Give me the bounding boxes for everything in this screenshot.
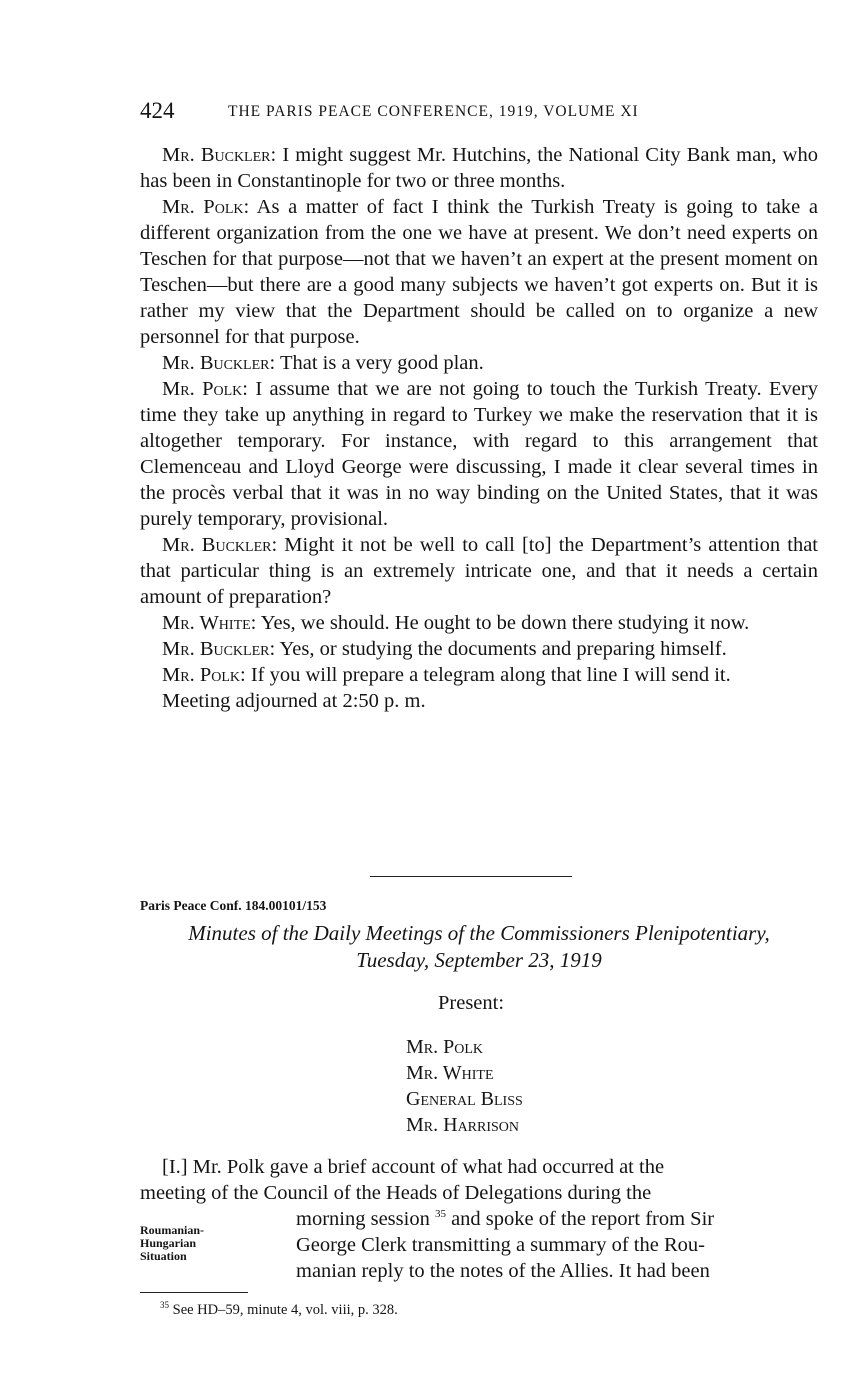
running-title: THE PARIS PEACE CONFERENCE, 1919, VOLUME XI — [228, 103, 639, 120]
speaker-name: Mr. Polk — [162, 664, 240, 686]
speech-text: : I might suggest Mr. Hutchins, the National City Bank man, who has been in Constantinople for two or three months. — [140, 144, 818, 192]
paragraph-line: George Clerk transmitting a summary of the Rou- — [296, 1234, 705, 1256]
footnote — [160, 1302, 398, 1319]
minutes-date-line: Tuesday, September 23, 1919 — [356, 948, 602, 972]
margin-note-line: Roumanian- — [140, 1223, 205, 1237]
speaker-name: Mr. Buckler — [162, 638, 270, 660]
adjournment-line — [140, 688, 818, 714]
paragraph-text: morning session — [296, 1208, 430, 1230]
margin-note-line: Hungarian — [140, 1236, 197, 1250]
footnote-text: See HD–59, minute 4, vol. viii, p. 328. — [169, 1302, 398, 1318]
attendee-list — [406, 1034, 523, 1138]
speaker-name: Mr. Buckler — [162, 144, 271, 166]
speaker-name: Mr. White — [162, 612, 251, 634]
dialogue-paragraph — [140, 142, 818, 194]
minutes-title-line: Minutes of the Daily Meetings of the Commissioners Plenipotentiary, — [188, 921, 770, 945]
attendee: Mr. Polk — [406, 1036, 484, 1058]
attendee: General Bliss — [406, 1088, 523, 1110]
speaker-name: Mr. Buckler — [162, 352, 270, 374]
footnote-mark: 35 — [434, 1208, 446, 1221]
paragraph-line: manian reply to the notes of the Allies. It had been — [296, 1260, 710, 1282]
footnote-number: 35 — [160, 1300, 169, 1311]
attendee: Mr. Harrison — [406, 1114, 520, 1136]
dialogue-paragraph — [140, 610, 818, 636]
speech-text: : Yes, or studying the documents and preparing himself. — [269, 638, 727, 660]
dialogue-paragraph — [140, 636, 818, 662]
section-paragraph — [140, 1154, 818, 1284]
speech-text: : That is a very good plan. — [269, 352, 484, 374]
speaker-name: Mr. Polk — [162, 196, 244, 218]
page-number: 424 — [140, 98, 175, 123]
paragraph-line: [I.] Mr. Polk gave a brief account of what had occurred at the — [162, 1156, 665, 1178]
dialogue-paragraph — [140, 376, 818, 532]
attendee: Mr. White — [406, 1062, 494, 1084]
minutes-title — [140, 920, 818, 974]
speaker-name: Mr. Buckler — [162, 534, 272, 556]
present-label: Present: — [438, 992, 505, 1014]
dialogue-body — [140, 142, 818, 714]
margin-note-line: Situation — [140, 1249, 187, 1263]
speech-text: Meeting adjourned at 2:50 p. m. — [162, 690, 426, 712]
file-reference: Paris Peace Conf. 184.00101/153 — [140, 898, 327, 913]
paragraph-text: and spoke of the report from Sir — [445, 1208, 715, 1230]
dialogue-paragraph — [140, 532, 818, 610]
speech-text: : Might it not be well to call [to] the Department’s attention that that particular thing is an extremely intricate one, and that it needs a certain amount of preparation? — [140, 534, 818, 608]
footnote-divider — [140, 1292, 248, 1293]
speech-text: : Yes, we should. He ought to be down there studying it now. — [250, 612, 750, 634]
paragraph-line: meeting of the Council of the Heads of Delegations during the — [140, 1182, 652, 1204]
speaker-name: Mr. Polk — [162, 378, 243, 400]
section-divider — [370, 876, 572, 877]
speech-text: : I assume that we are not going to touch the Turkish Treaty. Every time they take up anything in regard to Turkey we make the reservation that it is altogether temporary. For instance, with regard to this arrangement that Clemenceau and Lloyd George were discussing, I made it clear several times in the procès verbal that it was in no way binding on the United States, that it was purely temporary, provisional. — [140, 378, 818, 530]
margin-note — [140, 1224, 250, 1263]
dialogue-paragraph — [140, 194, 818, 350]
speech-text: : As a matter of fact I think the Turkish Treaty is going to take a different organization from the one we have at present. We don’t need experts on Teschen for that purpose—not that we haven’t an expert at the present moment on Teschen—but there are a good many subjects we haven’t got experts on. But it is rather my view that the Department should be called on to organize a new personnel for that purpose. — [140, 196, 818, 348]
dialogue-paragraph — [140, 662, 818, 688]
dialogue-paragraph — [140, 350, 818, 376]
speech-text: : If you will prepare a telegram along that line I will send it. — [240, 664, 731, 686]
page-header — [140, 98, 820, 128]
